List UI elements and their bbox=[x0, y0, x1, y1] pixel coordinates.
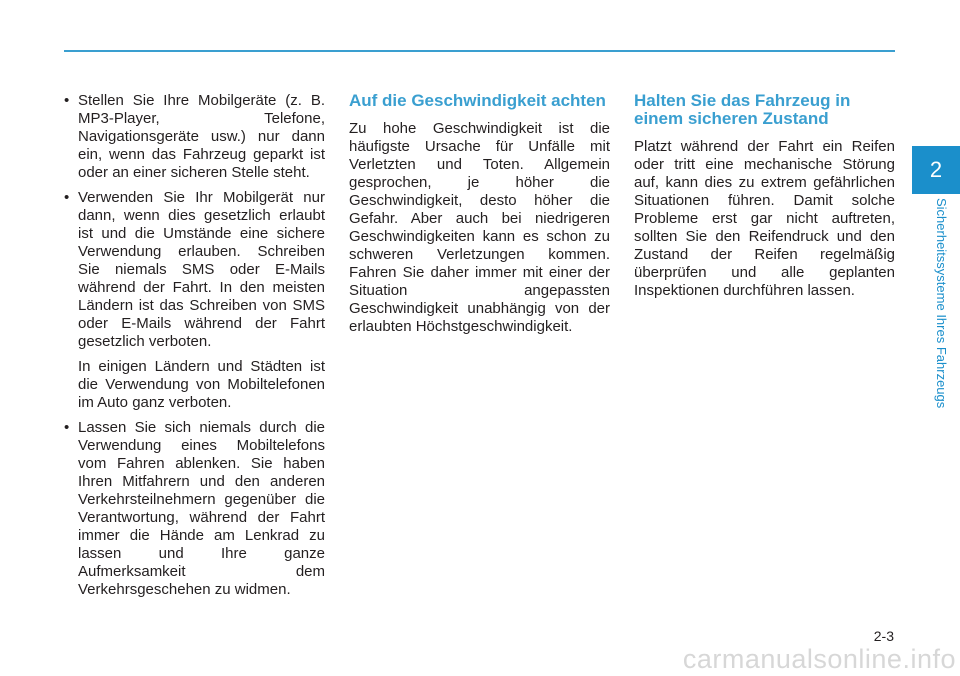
bullet-paragraph: Lassen Sie sich niemals durch die Verwendung eines Mobiltelefons vom Fahren ablenken. Sie haben Ihren Mitfahrern und den anderen Verkehrsteilnehmern gegenüber die Verantwortung, während der Fahrt immer die Hände am Lenkrad zu lassen und Ihre ganze Aufmerksamkeit dem Verkehrsgeschehen zu widmen. bbox=[78, 419, 325, 598]
section-body-speed: Zu hohe Geschwindigkeit ist die häufigste Ursache für Unfälle mit Verletzten und Toten. Allgemein gesprochen, je höher die Geschwindigkeit, desto höher die Gefahr. Aber auch bei niedrigeren Geschwindigkeiten kann es schon zu schweren Verletzungen kommen. Fahren Sie daher immer mit einer der Situation angepassten Geschwindigkeit unabhängig von der erlaubten Höchstgeschwindigkeit. bbox=[349, 120, 610, 335]
middle-column bbox=[349, 92, 610, 336]
bullet-icon: • bbox=[64, 92, 70, 109]
bullet-paragraph: In einigen Ländern und Städten ist die Verwendung von Mobiltelefonen im Auto ganz verboten. bbox=[78, 358, 325, 411]
bullet-paragraph: Stellen Sie Ihre Mobilgeräte (z. B. MP3-Player, Telefone, Navigationsgeräte usw.) nur dann ein, wenn das Fahrzeug geparkt ist oder an einer sicheren Stelle steht. bbox=[78, 92, 325, 181]
bullet-item-phone-use bbox=[64, 189, 325, 412]
header-rule bbox=[64, 50, 895, 52]
left-column bbox=[64, 92, 325, 606]
right-column bbox=[634, 92, 895, 300]
chapter-number: 2 bbox=[929, 157, 943, 182]
section-heading-vehicle-condition: Halten Sie das Fahrzeug in einem sicheren Zustand bbox=[634, 91, 851, 128]
chapter-title: Sicherheitssysteme Ihres Fahrzeugs bbox=[934, 198, 949, 409]
chapter-number-tab bbox=[912, 146, 960, 194]
safety-bullet-list bbox=[64, 92, 325, 599]
bullet-icon: • bbox=[64, 419, 70, 436]
section-body-vehicle-condition: Platzt während der Fahrt ein Reifen oder tritt eine mechanische Störung auf, kann dies zu extrem gefährlichen Situationen führen. Damit solche Probleme erst gar nicht auftreten, sollten Sie den Reifendruck und den Zustand der Reifen regelmäßig überprüfen und alle geplanten Inspektionen durchführen lassen. bbox=[634, 138, 895, 299]
bullet-icon: • bbox=[64, 189, 70, 206]
bullet-item-distraction bbox=[64, 419, 325, 599]
watermark: carmanualsonline.info bbox=[682, 644, 956, 674]
section-heading-speed: Auf die Geschwindigkeit achten bbox=[349, 91, 606, 110]
page-number: 2-3 bbox=[873, 628, 894, 644]
bullet-item-mobile-devices bbox=[64, 92, 325, 182]
bullet-paragraph: Verwenden Sie Ihr Mobilgerät nur dann, wenn dies gesetzlich erlaubt ist und die Umstände eine sichere Verwendung erlauben. Schreiben Sie niemals SMS oder E-Mails während der Fahrt. In den meisten Ländern ist das Schreiben von SMS oder E-Mails während der Fahrt gesetzlich verboten. bbox=[78, 189, 325, 350]
